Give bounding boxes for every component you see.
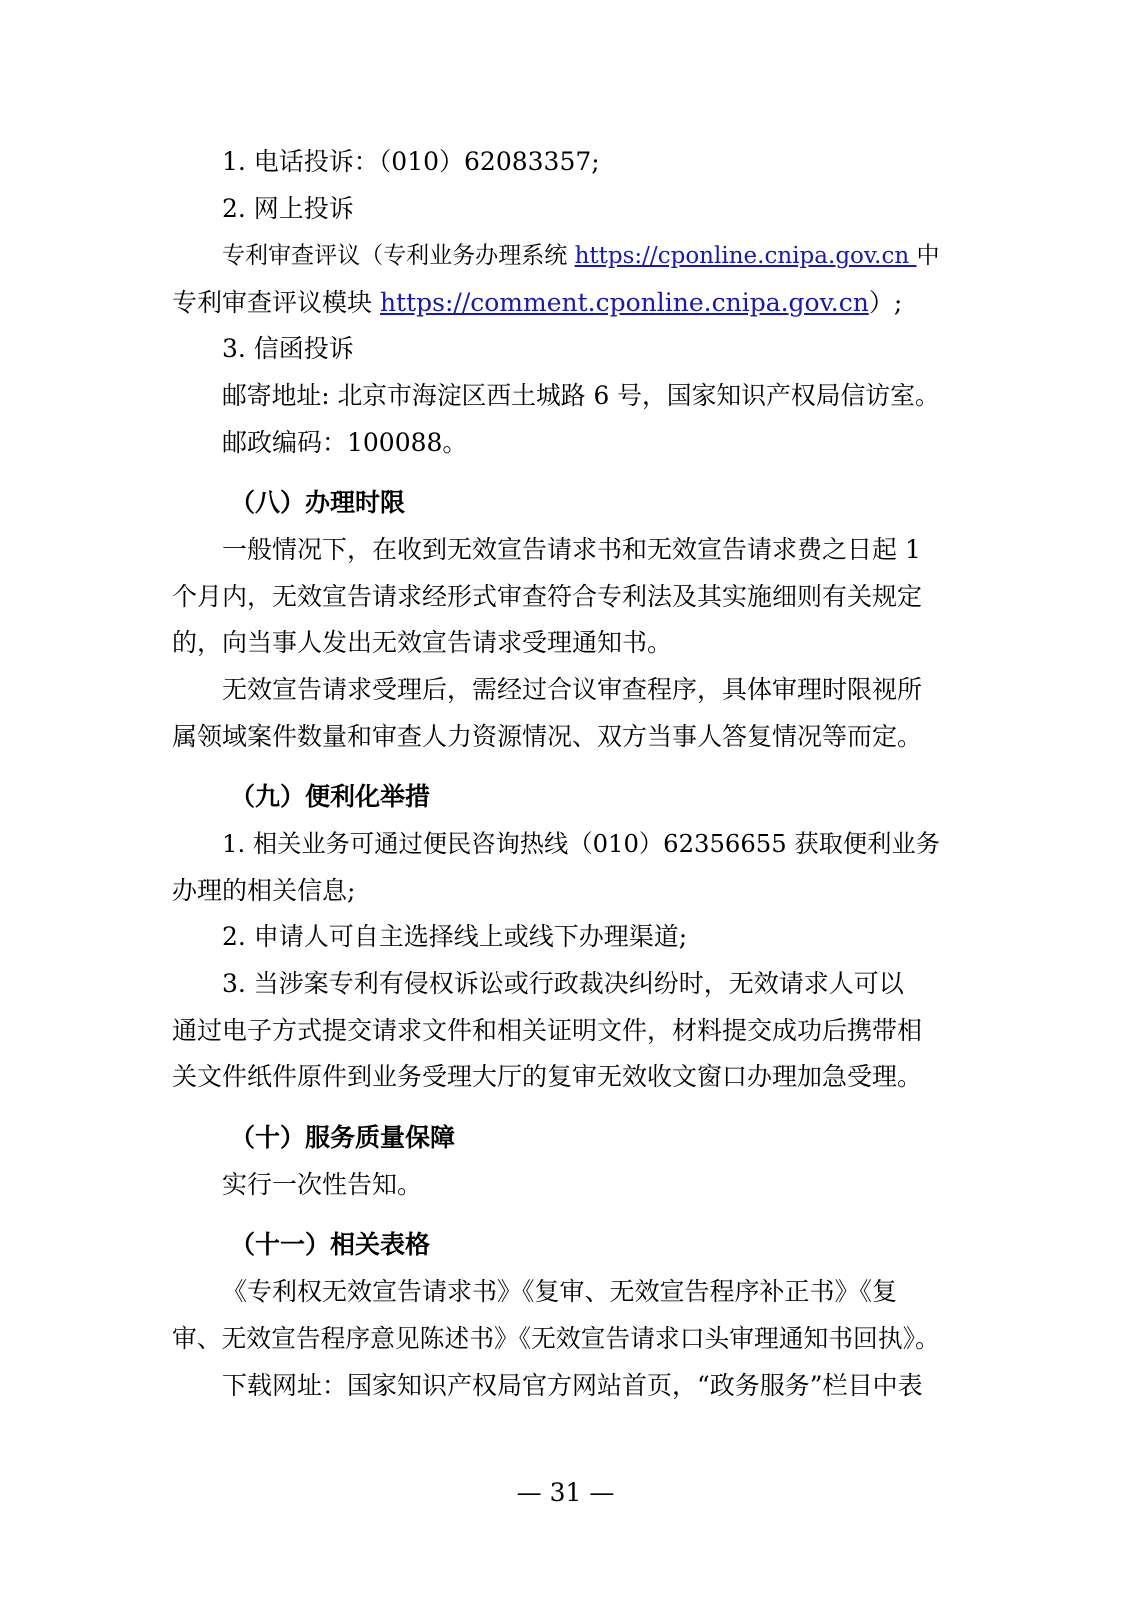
section-11-text: 审、无效宣告程序意见陈述书》《无效宣告请求口头审理通知书回执》。 — [172, 1324, 940, 1353]
section-11-title: （十一）相关表格 — [230, 1230, 431, 1259]
online-text-part: 专利审查评议模块 — [172, 288, 380, 317]
online-text-part: ）; — [868, 288, 903, 317]
complaint-address: 邮寄地址: 北京市海淀区西土城路 6 号，国家知识产权局信访室。 — [222, 381, 940, 410]
online-text-part: 中 — [916, 243, 940, 269]
section-10-title: （十）服务质量保障 — [230, 1123, 456, 1152]
comment-link[interactable]: https://comment.cponline.cnipa.gov.cn — [379, 288, 869, 317]
section-8-text: 无效宣告请求受理后，需经过合议审查程序，具体审理时限视所 — [222, 675, 923, 704]
section-8-text: 一般情况下，在收到无效宣告请求书和无效宣告请求费之日起 1 — [222, 535, 921, 564]
section-11-text: 《专利权无效宣告请求书》《复审、无效宣告程序补正书》《复 — [222, 1277, 898, 1306]
section-8-text: 属领域案件数量和审查人力资源情况、双方当事人答复情况等而定。 — [172, 722, 923, 751]
section-9-title: （九）便利化举措 — [230, 782, 431, 811]
section-9-text: 关文件纸件原件到业务受理大厅的复审无效收文窗口办理加急受理。 — [172, 1062, 923, 1091]
section-9-text: 办理的相关信息; — [172, 876, 356, 905]
complaint-online-heading: 2. 网上投诉 — [222, 194, 354, 223]
complaint-online-text — [222, 239, 940, 273]
section-8-title: （八）办理时限 — [230, 488, 406, 517]
complaint-phone: 1. 电话投诉：（010）62083357; — [222, 147, 600, 176]
section-9-text: 1. 相关业务可通过便民咨询热线（010）62356655 获取便利业务 — [222, 829, 940, 858]
complaint-postcode: 邮政编码：100088。 — [222, 428, 468, 457]
section-11-text: 下载网址：国家知识产权局官方网站首页，“政务服务”栏目中表 — [222, 1371, 923, 1400]
complaint-letter-heading: 3. 信函投诉 — [222, 334, 354, 363]
page-number: — 31 — — [516, 1478, 615, 1507]
cponline-link[interactable]: https://cponline.cnipa.gov.cn — [574, 243, 917, 269]
section-8-text: 个月内，无效宣告请求经形式审查符合专利法及其实施细则有关规定 — [172, 582, 923, 611]
complaint-online-text-cont — [172, 286, 902, 320]
section-9-text: 2. 申请人可自主选择线上或线下办理渠道; — [222, 922, 688, 951]
section-9-text: 通过电子方式提交请求文件和相关证明文件，材料提交成功后携带相 — [172, 1016, 923, 1045]
section-9-text: 3. 当涉案专利有侵权诉讼或行政裁决纠纷时，无效请求人可以 — [222, 969, 904, 998]
section-8-text: 的，向当事人发出无效宣告请求受理通知书。 — [172, 628, 673, 657]
section-10-text: 实行一次性告知。 — [222, 1170, 423, 1199]
online-text-part: 专利审查评议（专利业务办理系统 — [222, 243, 575, 269]
